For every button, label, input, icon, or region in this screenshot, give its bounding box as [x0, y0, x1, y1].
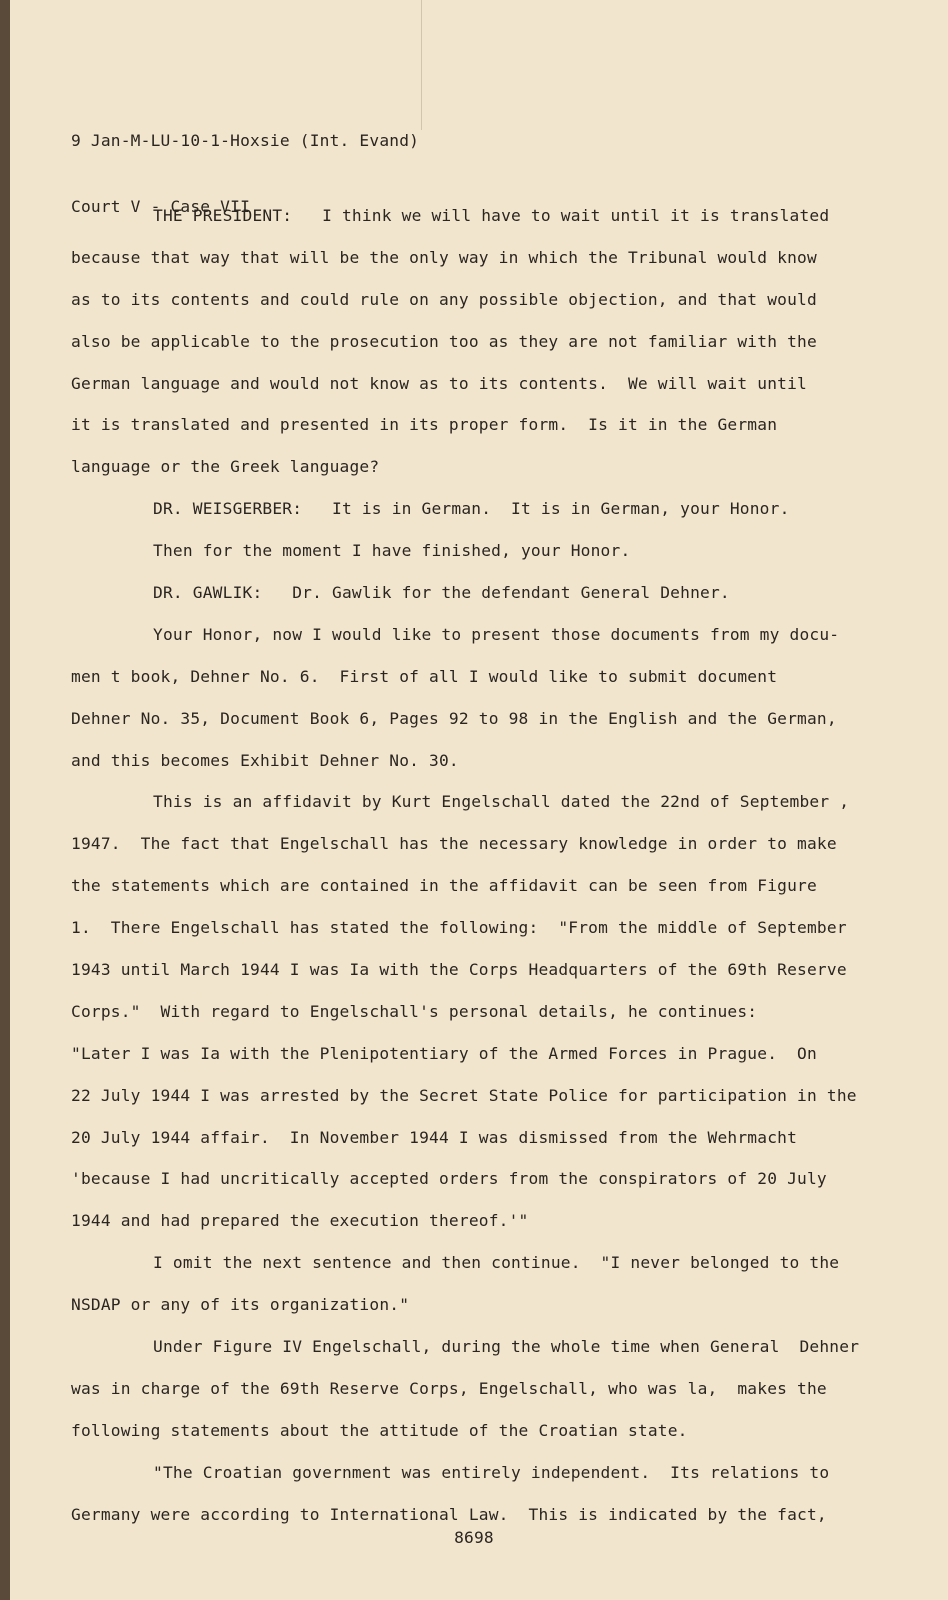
header-line-2: Court V - Case VII [71, 197, 251, 216]
text-line: 1947. The fact that Engelschall has the necessary knowledge in order to make [71, 834, 837, 854]
text-line: men t book, Dehner No. 6. First of all I would like to submit document [71, 666, 778, 686]
text-line: German language and would not know as to its contents. We will wait until [71, 373, 807, 393]
text-line: 20 July 1944 affair. In November 1944 I was dismissed from the Wehrmacht [71, 1127, 798, 1147]
text-line: also be applicable to the prosecution too as they are not familiar with the [71, 331, 817, 351]
text-line: Germany were according to International Law. This is indicated by the fact, [71, 1504, 827, 1524]
page-number: 8698 [454, 1528, 494, 1547]
text-line: Under Figure IV Engelschall, during the whole time when General Dehner [153, 1337, 860, 1357]
text-line: the statements which are contained in the affidavit can be seen from Figure [71, 876, 817, 896]
text-line: 1944 and had prepared the execution thereof.'" [71, 1211, 529, 1231]
text-line: DR. GAWLIK: Dr. Gawlik for the defendant General Dehner. [153, 583, 730, 603]
text-line: was in charge of the 69th Reserve Corps, Engelschall, who was la, makes the [71, 1378, 827, 1398]
page-left-edge [0, 0, 10, 1600]
text-line: I omit the next sentence and then continue. "I never belonged to the [153, 1253, 840, 1273]
text-line: it is translated and presented in its proper form. Is it in the German [71, 415, 778, 435]
text-line: language or the Greek language? [71, 457, 380, 477]
text-line: 'because I had uncritically accepted orders from the conspirators of 20 July [71, 1169, 827, 1189]
text-line: THE PRESIDENT: I think we will have to wait until it is translated [153, 206, 830, 225]
header-line-1: 9 Jan-M-LU-10-1-Hoxsie (Int. Evand) [71, 131, 420, 150]
text-line: and this becomes Exhibit Dehner No. 30. [71, 750, 459, 770]
text-line: as to its contents and could rule on any possible objection, and that would [71, 289, 817, 309]
text-line: "Later I was Ia with the Plenipotentiary of the Armed Forces in Prague. On [71, 1043, 817, 1063]
text-line: "The Croatian government was entirely independent. Its relations to [153, 1462, 830, 1482]
text-line: Then for the moment I have finished, your Honor. [153, 541, 631, 561]
text-line: Dehner No. 35, Document Book 6, Pages 92 to 98 in the English and the German, [71, 708, 837, 728]
fold-mark [421, 0, 422, 130]
text-line: This is an affidavit by Kurt Engelschall dated the 22nd of September , [153, 792, 850, 812]
text-line: DR. WEISGERBER: It is in German. It is in German, your Honor. [153, 499, 790, 519]
text-line: 1943 until March 1944 I was Ia with the Corps Headquarters of the 69th Reserve [71, 960, 847, 980]
text-line: 22 July 1944 I was arrested by the Secret State Police for participation in the [71, 1085, 857, 1105]
text-line: because that way that will be the only way in which the Tribunal would know [71, 247, 817, 267]
text-line: NSDAP or any of its organization." [71, 1295, 410, 1315]
text-line: Your Honor, now I would like to present those documents from my docu- [153, 624, 840, 644]
text-line: following statements about the attitude of the Croatian state. [71, 1420, 688, 1440]
text-line: 1. There Engelschall has stated the following: "From the middle of September [71, 918, 847, 938]
text-line: Corps." With regard to Engelschall's personal details, he continues: [71, 1001, 758, 1021]
transcript-body [71, 204, 891, 1545]
